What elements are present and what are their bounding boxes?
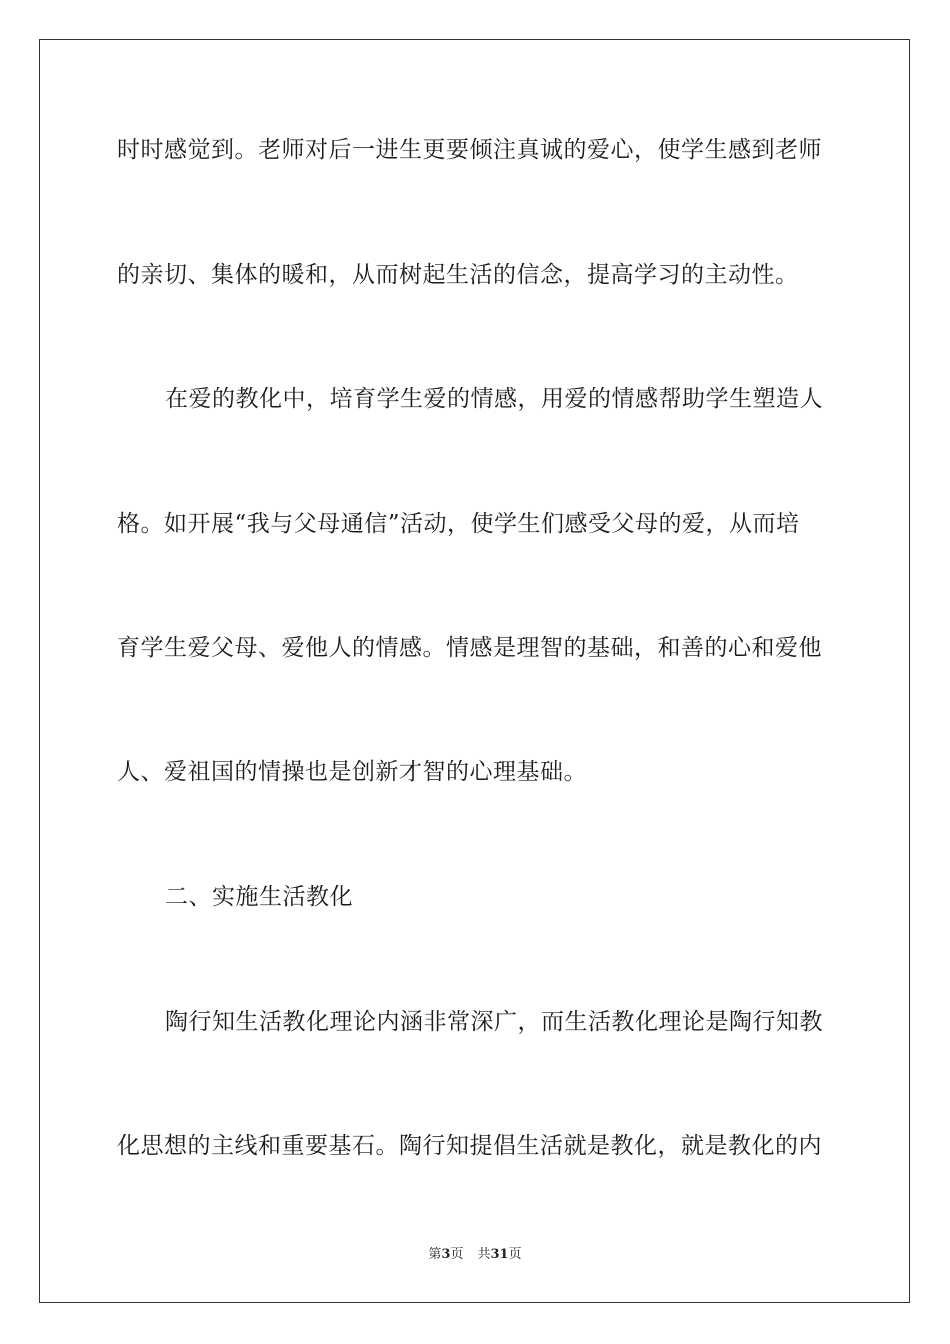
paragraph-line: 化思想的主线和重要基石。陶行知提倡生活就是教化，就是教化的内 bbox=[117, 1133, 822, 1159]
section-heading: 二、实施生活教化 bbox=[165, 884, 353, 910]
paragraph-line: 人、爱祖国的情操也是创新才智的心理基础。 bbox=[117, 759, 587, 785]
page-number: 3 bbox=[441, 1247, 451, 1262]
page-frame bbox=[39, 39, 910, 1303]
paragraph-line: 陶行知生活教化理论内涵非常深广，而生活教化理论是陶行知教 bbox=[165, 1009, 823, 1035]
paragraph-line: 育学生爱父母、爱他人的情感。情感是理智的基础，和善的心和爱他 bbox=[117, 635, 822, 661]
paragraph-line: 在爱的教化中，培育学生爱的情感，用爱的情感帮助学生塑造人 bbox=[165, 386, 823, 412]
total-suffix: 页 bbox=[508, 1247, 522, 1262]
page-prefix: 第 bbox=[428, 1247, 442, 1262]
paragraph-line: 时时感觉到。老师对后一进生更要倾注真诚的爱心，使学生感到老师 bbox=[117, 137, 822, 163]
paragraph-line: 格。如开展“我与父母通信”活动，使学生们感受父母的爱，从而培 bbox=[117, 511, 800, 537]
page-suffix: 页 bbox=[450, 1247, 464, 1262]
total-pages: 31 bbox=[490, 1247, 509, 1262]
page-footer bbox=[0, 1246, 950, 1264]
paragraph-line: 的亲切、集体的暖和，从而树起生活的信念，提高学习的主动性。 bbox=[117, 262, 799, 288]
total-prefix: 共 bbox=[477, 1247, 491, 1262]
